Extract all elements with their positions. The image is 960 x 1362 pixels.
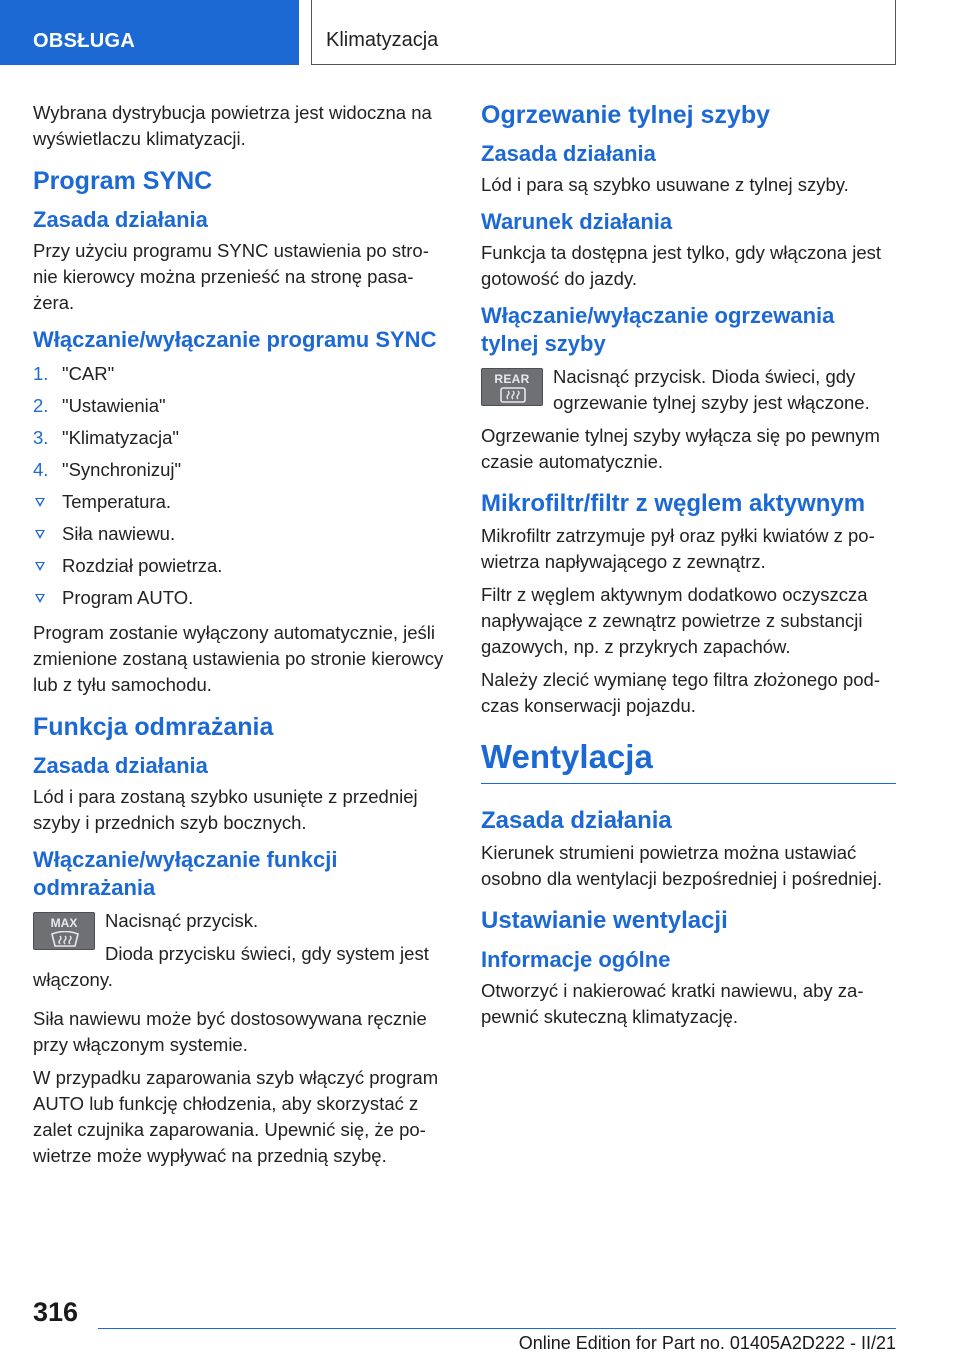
rear-heating-heading: Ogrzewanie tylnej szyby bbox=[481, 101, 770, 129]
triangle-bullet-icon bbox=[35, 594, 45, 603]
list-item bbox=[33, 454, 445, 486]
ventilation-heading: Wentylacja bbox=[481, 737, 896, 784]
triangle-bullet-icon bbox=[35, 530, 45, 539]
triangle-bullet-icon bbox=[35, 562, 45, 571]
vent-adjust-heading: Ustawianie wentylacji bbox=[481, 907, 728, 934]
vent-principle-heading: Zasada działania bbox=[481, 807, 672, 834]
list-item bbox=[33, 582, 445, 614]
sync-principle-text: Przy użyciu programu SYNC ustawienia po stronie kierowcy można przenieść na stronę pasażera. bbox=[33, 240, 429, 313]
defrost-heading: Funkcja odmrażania bbox=[33, 713, 274, 741]
left-column bbox=[33, 100, 445, 1176]
filter-heading: Mikrofiltr/filtr z węglem aktywnym bbox=[481, 490, 866, 517]
list-item bbox=[33, 486, 445, 518]
defrost-led-text: Dioda przycisku świeci, gdy system jest włączony. bbox=[33, 943, 429, 990]
rear-press-text: Nacisnąć przycisk. Dioda świeci, gdy ogrzewanie tylnej szyby jest włączone. bbox=[553, 366, 870, 413]
list-item bbox=[33, 550, 445, 582]
rear-defrost-button-icon bbox=[481, 368, 543, 406]
sync-off-text: Program zostanie wyłączony automatycznie, jeśli zmienione zostaną ustawienia po stronie kierowcy lub z tyłu samochodu. bbox=[33, 622, 444, 695]
rear-button-row bbox=[481, 364, 896, 416]
windshield-defrost-icon bbox=[51, 931, 79, 947]
triangle-bullet-icon bbox=[35, 498, 45, 507]
max-label: MAX bbox=[50, 916, 78, 930]
rear-principle-heading: Zasada działania bbox=[481, 141, 656, 166]
bullet-text: Temperatura. bbox=[62, 491, 171, 512]
filter-text-2: Filtr z węglem aktywnym dodatkowo oczyszcza napływające z zewnątrz powietrze z substancji gazowych, np. z przykrych zapachów. bbox=[481, 584, 868, 657]
rear-principle-text: Lód i para są szybko usuwane z tylnej szyby. bbox=[481, 174, 849, 195]
defrost-fog-text: W przypadku zaparowania szyb włączyć program AUTO lub funkcję chłodzenia, aby skorzystać z zalet czujnika zaparowania. Upewnić się, że powietrze może wypływać na przednią szybę. bbox=[33, 1067, 439, 1166]
defrost-principle-text: Lód i para zostaną szybko usunięte z przedniej szyby i przednich szyb bocznych. bbox=[33, 786, 418, 833]
footer-edition: Online Edition for Part no. 01405A2D222 - II/21 bbox=[518, 1333, 896, 1353]
list-item bbox=[33, 358, 445, 390]
sync-principle-heading: Zasada działania bbox=[33, 207, 208, 232]
header-section-tab bbox=[0, 0, 299, 65]
defrost-fan-text: Siła nawiewu może być dostosowywana ręcznie przy włączonym systemie. bbox=[33, 1008, 427, 1055]
step-number: 4. bbox=[33, 459, 49, 480]
step-text: "Synchronizuj" bbox=[62, 459, 182, 480]
list-item bbox=[33, 422, 445, 454]
filter-text-1: Mikrofiltr zatrzymuje pył oraz pyłki kwiatów z powietrza napływającego z zewnątrz. bbox=[481, 525, 875, 572]
header-chapter-label: Klimatyzacja bbox=[326, 29, 439, 51]
sync-heading: Program SYNC bbox=[33, 167, 213, 195]
sync-toggle-heading: Włączanie/wyłączanie programu SYNC bbox=[33, 327, 437, 352]
vent-info-heading: Informacje ogólne bbox=[481, 947, 671, 972]
defrost-principle-heading: Zasada działania bbox=[33, 753, 208, 778]
right-column bbox=[481, 100, 896, 1037]
header-section-label: OBSŁUGA bbox=[33, 30, 136, 52]
rear-auto-off-text: Ogrzewanie tylnej szyby wyłącza się po pewnym czasie automatycznie. bbox=[481, 425, 880, 472]
step-text: "Ustawienia" bbox=[62, 395, 166, 416]
intro-text: Wybrana dystrybucja powietrza jest widoczna na wyświetlaczu klimatyzacji. bbox=[33, 102, 432, 149]
bullet-text: Rozdział powietrza. bbox=[62, 555, 223, 576]
defrost-button-row bbox=[33, 908, 445, 1000]
step-text: "CAR" bbox=[62, 363, 115, 384]
max-defrost-button-icon bbox=[33, 912, 95, 950]
filter-text-3: Należy zlecić wymianę tego filtra złożonego podczas konserwacji pojazdu. bbox=[481, 669, 880, 716]
sync-steps-list bbox=[33, 358, 445, 614]
vent-principle-text: Kierunek strumieni powietrza można ustawiać osobno dla wentylacji bezpośredniej i pośredniej. bbox=[481, 842, 883, 889]
header-chapter-box bbox=[311, 0, 896, 65]
step-number: 2. bbox=[33, 395, 49, 416]
page-number: 316 bbox=[33, 1297, 79, 1327]
defrost-toggle-heading: Włączanie/wyłączanie funkcji odmrażania bbox=[33, 847, 338, 900]
rear-toggle-heading: Włączanie/wyłączanie ogrzewania tylnej szyby bbox=[481, 303, 835, 356]
defrost-press-text: Nacisnąć przycisk. bbox=[105, 910, 259, 931]
rear-condition-text: Funkcja ta dostępna jest tylko, gdy włączona jest gotowość do jazdy. bbox=[481, 242, 882, 289]
footer-divider bbox=[98, 1328, 896, 1329]
bullet-text: Program AUTO. bbox=[62, 587, 194, 608]
step-number: 1. bbox=[33, 363, 49, 384]
list-item bbox=[33, 390, 445, 422]
bullet-text: Siła nawiewu. bbox=[62, 523, 176, 544]
list-item bbox=[33, 518, 445, 550]
rear-window-defrost-icon bbox=[499, 387, 527, 403]
rear-label: REAR bbox=[494, 372, 530, 386]
step-number: 3. bbox=[33, 427, 49, 448]
rear-condition-heading: Warunek działania bbox=[481, 209, 673, 234]
vent-info-text: Otworzyć i nakierować kratki nawiewu, aby zapewnić skuteczną klimatyzację. bbox=[481, 980, 864, 1027]
step-text: "Klimatyzacja" bbox=[62, 427, 179, 448]
